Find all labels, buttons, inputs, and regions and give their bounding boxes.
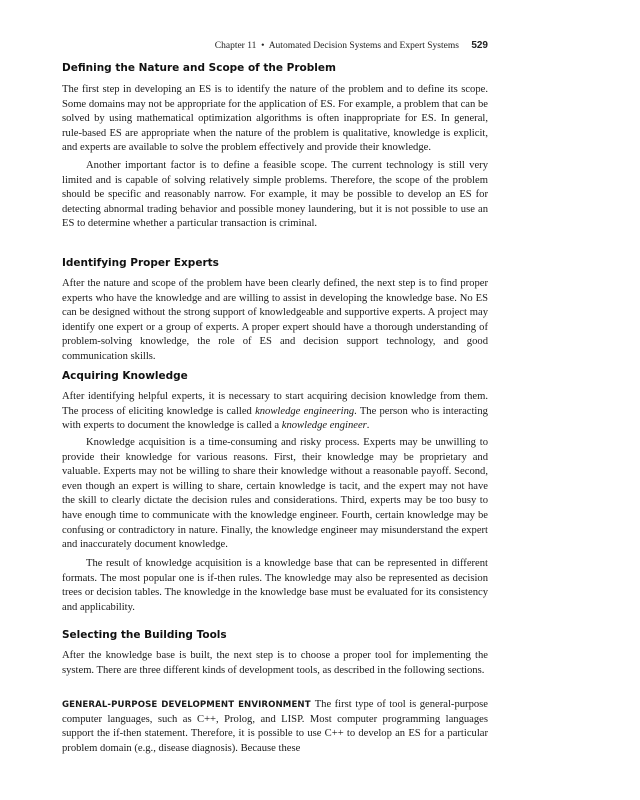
page-number: 529 [471,40,488,51]
chapter-label: Chapter 11 [214,41,257,51]
header-bullet: • [261,41,265,51]
paragraph-acquiring-1: After identifying helpful experts, it is necessary to start acquiring decision knowledge from them. The process of eliciting knowledge is called knowledge engineering. The person who is interacting with experts to document the knowledge is called a knowledge engineer. [62,391,488,432]
paragraph-scope-1: The first step in developing an ES is to identify the nature of the problem and to define its scope. Some domains may not be appropriate for the application of ES. For example, a problem that can be solved by using mathematical optimization algorithms is often inappropriate for ES. In general, rule-based ES are appropriate when the nature of the problem is qualitative, knowledge is explicit, and experts are available to solve the problem effectively and provide their knowledge. [62,84,488,154]
runin-heading: GENERAL-PURPOSE DEVELOPMENT ENVIRONMENT [62,700,311,710]
section-heading-tools: Selecting the Building Tools [62,629,227,641]
paragraph-tools: After the knowledge base is built, the next step is to choose a proper tool for implementing the system. There are three different kinds of development tools, as described in the following sections. [62,650,488,676]
term-knowledge-engineering: knowledge engineering [255,405,355,417]
paragraph-general-purpose: GENERAL-PURPOSE DEVELOPMENT ENVIRONMENT The first type of tool is general-purpose computer languages, such as C++, Prolog, and LISP. Most computer programming languages support the if-then statement. Therefore, it is possible to use C++ to develop an ES for a particular problem domain (e.g., disease diagnosis). Because these [62,699,488,754]
section-heading-scope: Defining the Nature and Scope of the Problem [62,62,336,74]
running-header [215,40,488,51]
paragraph-acquiring-3: The result of knowledge acquisition is a knowledge base that can be represented in different formats. The most popular one is if-then rules. The knowledge may also be represented as decision trees or decision tables. The knowledge in the knowledge base must be evaluated for its consistency and applicability. [62,558,488,613]
section-heading-experts: Identifying Proper Experts [62,257,219,269]
term-knowledge-engineer: knowledge engineer [281,420,367,432]
paragraph-experts: After the nature and scope of the problem have been clearly defined, the next step is to find proper experts who have the knowledge and are willing to assist in developing the knowledge base. No ES can be designed without the strong support of knowledgeable and supportive experts. A project may identify one expert or a group of experts. A proper expert should have a thorough understanding of problem-solving knowledge, the role of ES and decision support technology, and good communication skills. [62,278,488,362]
paragraph-scope-2: Another important factor is to define a feasible scope. The current technology is still very limited and is capable of solving relatively simple problems. Therefore, the scope of the problem should be specific and reasonably narrow. For example, it may be possible to develop an ES for detecting abnormal trading behavior and possible money laundering, but it is not possible to use an ES to determine whether a particular transaction is criminal. [62,160,488,230]
chapter-title: Automated Decision Systems and Expert Systems [268,41,459,51]
paragraph-acquiring-2: Knowledge acquisition is a time-consuming and risky process. Experts may be unwilling to provide their knowledge for various reasons. First, their knowledge may be proprietary and valuable. Experts may not be willing to share their knowledge without a reasonable payoff. Second, even though an expert is willing to share, certain knowledge is tacit, and the expert may not have the skill to clearly dictate the decision rules and considerations. Third, experts may be too busy to have enough time to communicate with the knowledge engineer. Fourth, certain knowledge may be confusing or contradictory in nature. Finally, the knowledge engineer may misunderstand the expert and inaccurately document knowledge. [62,437,488,551]
section-heading-acquiring: Acquiring Knowledge [62,370,188,382]
